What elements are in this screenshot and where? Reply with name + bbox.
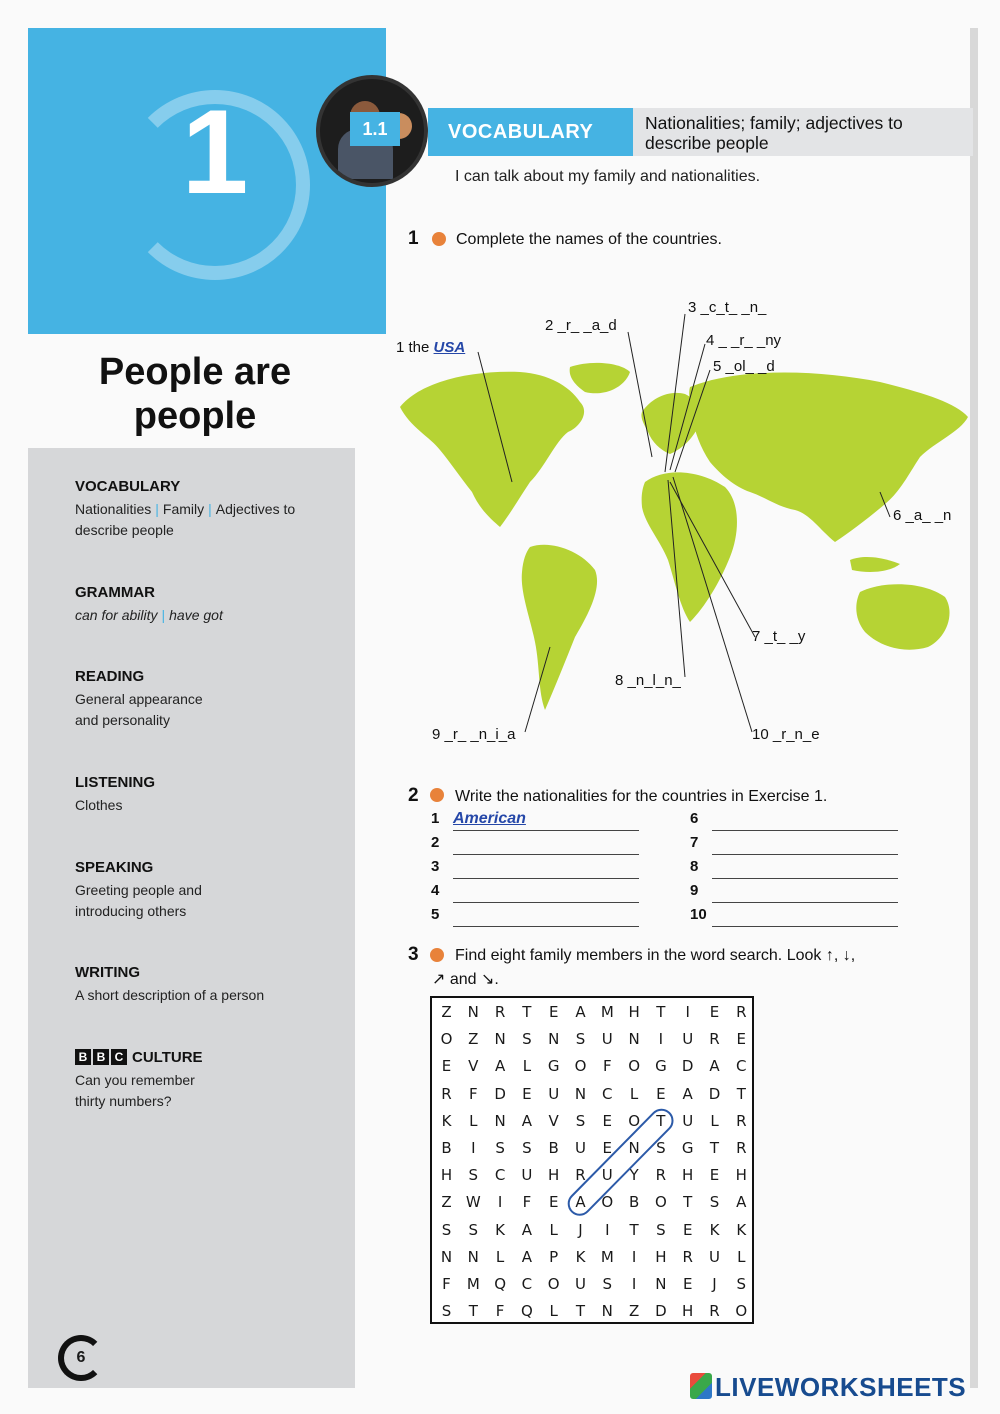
lesson-section-label: VOCABULARY	[428, 108, 633, 156]
word-search-letter[interactable]: Y	[629, 1166, 639, 1185]
word-search-letter[interactable]: O	[601, 1193, 614, 1212]
map-label-9: 9 _r_ _n_i_a	[432, 726, 516, 743]
word-search-letter[interactable]: R	[494, 1003, 506, 1021]
lesson-topic: Nationalities; family; adjectives to describe people	[633, 108, 973, 156]
word-search-letter[interactable]: R	[736, 1139, 747, 1157]
word-search-letter[interactable]: U	[575, 1139, 586, 1157]
answer-field[interactable]	[712, 858, 898, 879]
answer-field[interactable]	[712, 882, 898, 903]
word-search-letter[interactable]: J	[578, 1220, 583, 1239]
word-search-letter[interactable]: E	[682, 1275, 693, 1293]
word-search-letter[interactable]: I	[685, 1003, 690, 1021]
word-search-letter[interactable]: L	[495, 1247, 505, 1266]
word-search-letter[interactable]: I	[605, 1220, 610, 1239]
word-search-letter[interactable]: T	[656, 1111, 666, 1130]
word-search-letter[interactable]: U	[601, 1166, 613, 1185]
word-search-letter[interactable]: L	[737, 1247, 746, 1266]
word-search-letter[interactable]: N	[574, 1084, 587, 1103]
word-search-letter[interactable]: L	[522, 1057, 532, 1076]
word-search-letter[interactable]: U	[682, 1111, 694, 1130]
contents-writing	[75, 964, 345, 1006]
contents-heading: WRITING	[75, 964, 140, 981]
word-search-letter[interactable]: E	[548, 1003, 559, 1021]
can-do-statement: I can talk about my family and nationalities.	[455, 168, 761, 185]
bbc-logo: B B C	[75, 1049, 127, 1065]
word-search-letter[interactable]: B	[548, 1139, 559, 1157]
exercise-1-instruction: Complete the names of the countries.	[456, 231, 722, 248]
word-search-letter[interactable]: D	[494, 1084, 506, 1103]
word-search-letter[interactable]: K	[441, 1111, 452, 1130]
word-search-letter[interactable]: Z	[628, 1302, 640, 1321]
word-search-letter[interactable]: Q	[494, 1275, 506, 1293]
word-search-letter[interactable]: E	[441, 1057, 452, 1076]
answer-field[interactable]	[453, 906, 639, 927]
word-search-letter[interactable]: S	[495, 1139, 505, 1157]
liveworksheets-logo: LIVEWORKSHEETS	[690, 1372, 966, 1406]
separator: |	[208, 501, 212, 517]
word-search-letter[interactable]: U	[709, 1247, 720, 1266]
word-search-letter[interactable]: J	[712, 1275, 717, 1293]
answer-field[interactable]: American	[453, 810, 639, 831]
word-search-letter[interactable]: O	[628, 1057, 640, 1076]
word-search-letter[interactable]: O	[574, 1057, 587, 1076]
found-word-circle	[564, 1105, 677, 1219]
word-search-letter[interactable]: E	[682, 1220, 693, 1239]
answer-number: 9	[690, 882, 699, 899]
map-label-5: 5 _ol_ _d	[713, 358, 775, 375]
word-search-letter[interactable]: T	[736, 1084, 746, 1103]
answer-number: 5	[431, 906, 440, 923]
word-search-letter[interactable]: I	[631, 1275, 637, 1293]
answer-number: 7	[690, 834, 699, 851]
word-search-letter[interactable]: V	[468, 1057, 479, 1076]
contents-text: General appearance and personality	[75, 691, 203, 728]
word-search-letter[interactable]: N	[601, 1302, 613, 1321]
contents-text: Can you remember thirty numbers?	[75, 1072, 195, 1109]
world-map	[380, 292, 970, 762]
south-america-shape	[522, 545, 597, 710]
word-search-letter[interactable]: R	[709, 1030, 720, 1049]
word-search-letter[interactable]: B	[441, 1139, 452, 1157]
answer-number: 4	[431, 882, 440, 899]
answer-number: 2	[431, 834, 440, 851]
word-search-letter[interactable]: S	[468, 1166, 479, 1185]
word-search-letter[interactable]: Q	[520, 1302, 533, 1321]
contents-part: Family	[162, 501, 205, 517]
word-search-letter[interactable]: T	[709, 1139, 720, 1157]
map-label-4: 4 _ _r_ _ny	[706, 332, 782, 349]
contents-heading: VOCABULARY	[75, 478, 181, 495]
word-search-letter[interactable]: E	[656, 1084, 666, 1103]
page-edge-shadow	[970, 28, 978, 1388]
answer-field[interactable]	[712, 834, 898, 855]
word-search-letter[interactable]: A	[682, 1084, 693, 1103]
word-search-letter[interactable]: M	[600, 1247, 614, 1266]
word-search-letter[interactable]: O	[735, 1302, 748, 1321]
map-label-10: 10 _r_n_e	[752, 726, 820, 743]
exercise-1-number: 1	[408, 228, 419, 249]
word-search-letter[interactable]: S	[468, 1220, 479, 1239]
word-search-letter[interactable]: H	[628, 1003, 640, 1021]
word-search-letter[interactable]: I	[631, 1247, 637, 1266]
answer-field[interactable]	[453, 882, 639, 903]
word-search-letter[interactable]: U	[575, 1275, 586, 1293]
word-search-letter[interactable]: G	[681, 1139, 694, 1157]
word-search-letter[interactable]: A	[575, 1193, 586, 1212]
word-search-letter[interactable]: A	[575, 1003, 586, 1021]
separator: |	[155, 501, 159, 517]
word-search-letter[interactable]: F	[522, 1193, 532, 1212]
word-search-letter[interactable]: T	[629, 1220, 639, 1239]
map-label-8: 8 _n_l_n_	[615, 672, 681, 689]
word-search-letter[interactable]: H	[682, 1166, 694, 1185]
answer-field[interactable]	[712, 906, 898, 927]
word-search-letter[interactable]: D	[708, 1084, 721, 1103]
word-search-letter[interactable]: N	[655, 1275, 667, 1293]
unit-title: People are people	[98, 351, 292, 437]
word-search-letter[interactable]: C	[736, 1057, 747, 1076]
contents-text: A short description of a person	[75, 987, 265, 1003]
word-search-letter[interactable]: Z	[468, 1030, 479, 1049]
answer-number: 6	[690, 810, 699, 827]
word-search-letter[interactable]: S	[709, 1193, 720, 1212]
map-label-3: 3 _c_t_ _n_	[688, 299, 767, 316]
word-search-letter[interactable]: D	[681, 1057, 694, 1076]
exercise-2-number: 2	[408, 785, 419, 806]
contents-heading: B B C CULTURE	[75, 1049, 345, 1067]
word-search-letter[interactable]: S	[736, 1275, 747, 1293]
word-search-letter[interactable]: N	[628, 1030, 640, 1049]
word-search-letter[interactable]: T	[468, 1302, 478, 1321]
exercise-3-instruction-line2: ↗ and ↘.	[432, 971, 499, 988]
word-search-letter[interactable]: K	[709, 1220, 720, 1239]
exercise-2-instruction: Write the nationalities for the countries in Exercise 1.	[455, 788, 828, 805]
word-search-letter[interactable]: T	[522, 1003, 532, 1021]
answer-number: 10	[690, 906, 707, 923]
word-search-letter[interactable]: E	[709, 1003, 720, 1021]
word-search-letter[interactable]: G	[547, 1057, 560, 1076]
word-search-letter[interactable]: O	[628, 1111, 640, 1130]
word-search-letter[interactable]: I	[471, 1139, 476, 1157]
word-search-letter[interactable]: S	[656, 1139, 666, 1157]
contents-part: Nationalities	[75, 501, 152, 517]
word-search-letter[interactable]: U	[601, 1030, 613, 1049]
continents-shape	[400, 363, 968, 710]
word-search-letter[interactable]: R	[441, 1084, 452, 1103]
word-search-letter[interactable]: U	[682, 1030, 694, 1049]
word-search-letter[interactable]: C	[521, 1275, 533, 1293]
word-search-letter[interactable]: F	[468, 1084, 478, 1103]
word-search-letter[interactable]: S	[602, 1275, 613, 1293]
word-search-letter[interactable]: F	[442, 1275, 451, 1293]
word-search-letter[interactable]: K	[736, 1220, 747, 1239]
word-search-letter[interactable]: L	[549, 1220, 558, 1239]
word-search-letter[interactable]: F	[602, 1057, 612, 1076]
level-dot-icon	[432, 232, 446, 246]
word-search-letter[interactable]: T	[656, 1003, 666, 1021]
word-search-letter[interactable]: H	[735, 1166, 747, 1185]
contents-grammar	[75, 584, 345, 626]
word-search-letter[interactable]: S	[575, 1030, 586, 1049]
contents-listening	[75, 774, 345, 816]
word-search-letter[interactable]: H	[655, 1247, 667, 1266]
lesson-number-badge: 1.1	[350, 112, 400, 146]
exercise-3-number: 3	[408, 944, 419, 965]
contents-text	[75, 605, 345, 626]
word-search-letter[interactable]: G	[655, 1057, 667, 1076]
word-search-letter[interactable]: D	[655, 1302, 667, 1321]
word-search-letter[interactable]: N	[548, 1030, 560, 1049]
word-search-letter[interactable]: W	[465, 1193, 481, 1212]
word-search-highlight	[432, 998, 756, 1326]
map-label-7: 7 _t_ _y	[752, 628, 806, 645]
word-search-letter[interactable]: S	[522, 1139, 532, 1157]
word-search-letter[interactable]: M	[466, 1275, 480, 1293]
level-dot-icon	[430, 788, 444, 802]
word-search-letter[interactable]: N	[494, 1111, 506, 1130]
unit-number: 1	[181, 85, 249, 219]
contents-culture	[75, 1049, 345, 1112]
contents-heading: READING	[75, 668, 145, 685]
word-search-grid[interactable]	[430, 996, 754, 1324]
word-search-letter[interactable]: T	[575, 1302, 586, 1321]
word-search-letter[interactable]: E	[709, 1166, 720, 1185]
word-search-letter[interactable]: R	[736, 1111, 747, 1130]
word-search-letter[interactable]: N	[494, 1030, 506, 1049]
word-search-letter[interactable]: O	[440, 1030, 453, 1049]
contents-text: Greeting people and introducing others	[75, 882, 202, 919]
page-number: 6	[58, 1335, 104, 1381]
word-search-letter[interactable]: Z	[441, 1193, 452, 1212]
word-search-letter[interactable]: A	[521, 1111, 533, 1130]
word-search-letter[interactable]: E	[602, 1139, 613, 1157]
word-search-letter[interactable]: A	[521, 1220, 533, 1239]
word-search-letter[interactable]: E	[522, 1084, 532, 1103]
australia-shape	[856, 584, 949, 650]
word-search-letter[interactable]: I	[497, 1193, 503, 1212]
separator: |	[161, 607, 166, 623]
contents-heading: SPEAKING	[75, 859, 154, 876]
answer-number: 1	[431, 810, 440, 827]
word-search-letter[interactable]: E	[602, 1111, 613, 1130]
word-search-letter[interactable]: R	[709, 1302, 720, 1321]
word-search-letter[interactable]: U	[521, 1166, 533, 1185]
word-search-letter[interactable]: O	[547, 1275, 560, 1293]
contents-reading	[75, 668, 345, 731]
word-search-letter[interactable]: M	[600, 1003, 614, 1021]
north-america-shape	[400, 372, 584, 527]
word-search-letter[interactable]: K	[575, 1247, 586, 1266]
word-search-letter[interactable]: A	[736, 1193, 747, 1212]
word-search-letter[interactable]: I	[658, 1030, 664, 1049]
map-label-6: 6 _a_ _n	[893, 507, 952, 524]
map-label-2: 2 _r_ _a_d	[545, 317, 617, 334]
contents-speaking	[75, 859, 345, 922]
word-search-letter[interactable]: F	[495, 1302, 505, 1321]
answer-field[interactable]	[453, 834, 639, 855]
word-search-letter[interactable]: P	[549, 1247, 559, 1266]
word-search-letter[interactable]: S	[522, 1030, 532, 1049]
exercise-3-instruction-line1: Find eight family members in the word search. Look ↑, ↓,	[455, 947, 856, 964]
word-search-letter[interactable]: U	[548, 1084, 560, 1103]
word-search-letter[interactable]: N	[628, 1139, 640, 1157]
contents-part: Adjectives to describe people	[75, 501, 296, 538]
indonesia-shape	[850, 557, 900, 572]
word-search-letter[interactable]: K	[495, 1220, 506, 1239]
word-search-letter[interactable]: S	[441, 1220, 452, 1239]
contents-heading: LISTENING	[75, 774, 156, 791]
greenland-shape	[570, 363, 630, 393]
word-search-letter[interactable]: H	[548, 1166, 560, 1185]
answer-number: 8	[690, 858, 699, 875]
answer-field[interactable]	[453, 858, 639, 879]
word-search-letter[interactable]: Z	[441, 1003, 452, 1021]
word-search-letter[interactable]: A	[709, 1057, 720, 1076]
word-search-letter[interactable]: H	[682, 1302, 694, 1321]
word-search-letter[interactable]: N	[467, 1003, 479, 1021]
contents-text	[75, 499, 345, 541]
word-search-letter[interactable]: N	[440, 1247, 453, 1266]
word-search-letter[interactable]: B	[628, 1193, 640, 1212]
word-search-letter[interactable]: L	[469, 1111, 478, 1130]
word-search-letter[interactable]: S	[441, 1302, 452, 1321]
word-search-letter[interactable]: S	[656, 1220, 666, 1239]
africa-shape	[642, 472, 737, 622]
word-search-letter[interactable]: C	[602, 1084, 613, 1103]
word-search-letter[interactable]: E	[548, 1193, 559, 1212]
word-search-letter[interactable]: T	[683, 1193, 693, 1212]
answer-field[interactable]	[712, 810, 898, 831]
contents-vocabulary	[75, 478, 345, 541]
word-search-letter[interactable]: S	[575, 1111, 586, 1130]
word-search-letter[interactable]: V	[548, 1111, 559, 1130]
word-search-letter[interactable]: L	[629, 1084, 639, 1103]
contents-part: can for ability	[75, 607, 158, 623]
level-dot-icon	[430, 948, 444, 962]
word-search-letter[interactable]: R	[575, 1166, 586, 1185]
word-search-letter[interactable]: A	[494, 1057, 506, 1076]
liveworksheets-icon	[690, 1373, 712, 1399]
contents-heading: GRAMMAR	[75, 584, 155, 601]
word-search-letter[interactable]: L	[710, 1111, 719, 1130]
word-search-letter[interactable]: E	[736, 1030, 747, 1049]
word-search-letter[interactable]: O	[654, 1193, 667, 1212]
word-search-letter[interactable]: R	[736, 1003, 747, 1021]
word-search-letter[interactable]: R	[682, 1247, 693, 1266]
word-search-letter[interactable]: N	[467, 1247, 479, 1266]
word-search-letter[interactable]: H	[440, 1166, 453, 1185]
contents-text: Clothes	[75, 797, 123, 813]
word-search-letter[interactable]: C	[494, 1166, 506, 1185]
answer-usa: USA	[433, 339, 466, 356]
answer-number: 3	[431, 858, 440, 875]
contents-part: have got	[169, 607, 223, 623]
map-label-1: 1 the USA	[396, 339, 466, 356]
word-search-letter[interactable]: L	[549, 1302, 558, 1321]
word-search-letter[interactable]: R	[655, 1166, 667, 1185]
word-search-letter[interactable]: A	[521, 1247, 533, 1266]
